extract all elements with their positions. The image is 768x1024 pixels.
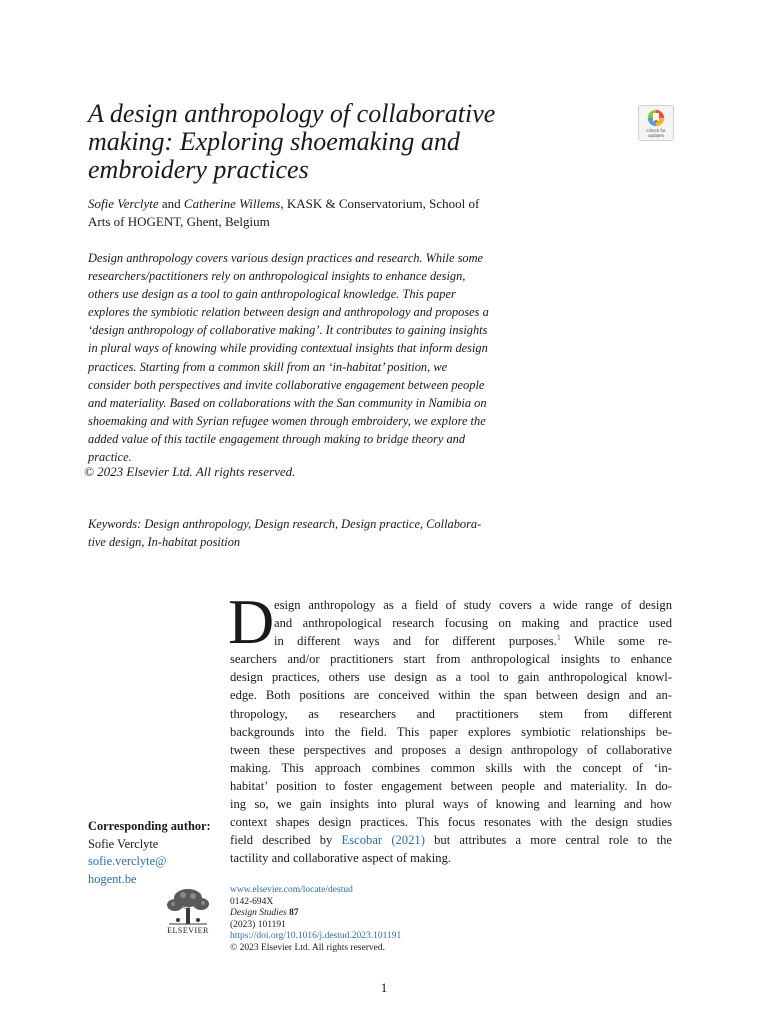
email-link[interactable]: sofie.verclyte@ [88,854,167,868]
corresponding-label: Corresponding author: [88,819,211,833]
keywords-line: tive design, In-habitat position [88,535,241,549]
keywords-line: Keywords: Design anthropology, Design research, Design practice, Collabora- [88,517,482,531]
body-line: context shapes design practices. This focus resonates with the design studies [230,815,672,830]
body-paragraph [230,596,672,867]
abstract-line: explores the symbiotic relation between design and anthropology and proposes a [88,305,489,320]
abstract-line: Design anthropology covers various design practices and research. While some [88,251,484,265]
corresponding-author [88,818,228,888]
abstract-line: ‘design anthropology of collaborative making’. It contributes to gaining insights [88,323,488,338]
body-line: backgrounds into the field. This paper explores symbiotic relationships be- [230,724,672,739]
email-link[interactable]: hogent.be [88,871,137,886]
publisher-logo-text: ELSEVIER [167,926,209,935]
body-line: and anthropological research focusing on making and practice used [274,616,672,631]
publisher-copyright: © 2023 Elsevier Ltd. All rights reserved. [230,942,385,953]
publication-info [230,885,401,954]
affiliation: Arts of HOGENT, Ghent, Belgium [88,214,270,229]
abstract-line: added value of this tactile engagement through making to bridge theory and [88,431,466,446]
doi-link[interactable]: https://doi.org/10.1016/j.destud.2023.101191 [230,931,402,941]
abstract-line: shoemaking and with Syrian refugee women through embroidery, we explore the [88,413,486,428]
badge-label: Check for updates [646,128,666,138]
body-line: tween these perspectives and proposes a design anthropology of collaborative [230,742,672,757]
affiliation: , KASK & Conservatorium, School of [280,196,480,211]
journal-name: Design Studies [230,908,287,918]
body-text-span: While some re- [560,634,672,649]
body-line [230,632,672,650]
author-line [88,195,533,231]
volume: 87 [289,908,299,918]
body-line: making. This approach combines common skills with the concept of ‘in- [230,760,672,775]
abstract-line: consider both perspectives and invite collaborative engagement between people [88,377,485,392]
abstract-line: researchers/pactitioners rely on anthropological insights to enhance design, [88,269,466,284]
citation-link[interactable]: Escobar (2021) [341,833,425,848]
body-text-span: but attributes a more central role to the [424,833,672,848]
keywords [88,515,533,551]
body-line: design practices, others use design as a tool to gain anthropological knowl- [230,670,672,685]
year-article: (2023) 101191 [230,919,286,930]
abstract-line: and materiality. Based on collaborations with the San community in Namibia on [88,395,487,410]
corresponding-name: Sofie Verclyte [88,836,159,851]
body-text-span: in different ways and for different purposes. [274,634,557,649]
abstract-line: practice. [88,450,132,465]
abstract-copyright: © 2023 Elsevier Ltd. All rights reserved. [84,464,296,479]
drop-cap: D [228,586,275,657]
abstract-line: in plural ways of knowing while providing contextual insights that inform design [88,341,488,356]
body-text-span: field described by [230,833,342,848]
body-line: edge. Both positions are conceived within the span between design and an- [230,688,672,703]
title-line: embroidery practices [88,155,309,184]
article-title [88,100,558,184]
body-line: searchers and/or practitioners start from anthropological insights to enhance [230,652,672,667]
body-line [230,831,672,849]
body-line: ing so, we gain insights into plural ways of knowing and learning and how [230,797,672,812]
author-conjunction: and [161,196,181,211]
body-line: tactility and collaborative aspect of making. [230,851,452,866]
issn: 0142-694X [230,896,274,907]
journal-url-link[interactable]: www.elsevier.com/locate/destud [230,885,353,895]
citation-line [230,897,401,932]
abstract-line: others use design as a tool to gain anthropological knowledge. This paper [88,287,456,302]
body-line: habitat’ position to foster engagement between people and materiality. In do- [230,778,672,793]
author-name: Catherine Willems [183,196,281,211]
page-number: 1 [380,980,388,995]
title-line: A design anthropology of collaborative [88,99,496,128]
check-for-updates-badge[interactable] [638,105,674,141]
footnote-ref[interactable]: 1 [556,633,561,642]
title-line: making: Exploring shoemaking and [88,127,460,156]
author-name: Sofie Verclyte [88,196,159,211]
abstract [88,249,533,466]
body-line: esign anthropology as a field of study covers a wide range of design [274,598,672,612]
crossmark-icon [647,109,665,127]
abstract-line: practices. Starting from a common skill from an ‘in-habitat’ position, we [88,359,448,374]
body-line: thropology, as researchers and practitioners stem from different [230,706,672,721]
